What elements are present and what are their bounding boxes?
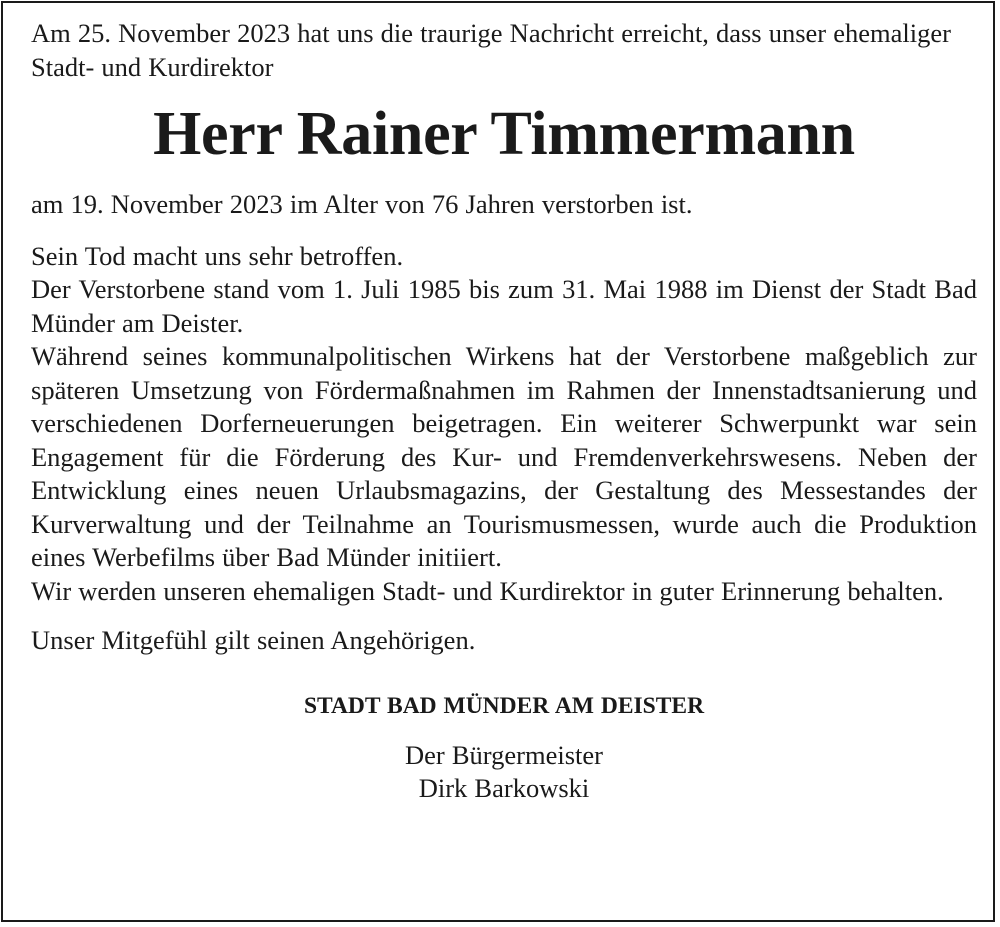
- signature-person: Dirk Barkowski: [418, 773, 590, 803]
- affected-sentence: Sein Tod macht uns sehr betroffen.: [31, 240, 404, 271]
- notice-content: [31, 17, 977, 806]
- service-paragraph: Der Verstorbene stand vom 1. Juli 1985 bis zum 31. Mai 1988 im Dienst der Stadt Bad Münder am Deister.: [31, 274, 977, 338]
- death-date-text: am 19. November 2023 im Alter von 76 Jahren verstorben ist.: [31, 189, 693, 219]
- deceased-name: Herr Rainer Timmermann: [153, 100, 855, 168]
- memory-paragraph: Wir werden unseren ehemaligen Stadt- und Kurdirektor in guter Erinnerung behalten.: [31, 575, 944, 606]
- intro-text: Am 25. November 2023 hat uns die traurige Nachricht erreicht, dass unser ehemaliger Stadt- und Kurdirektor: [31, 18, 951, 82]
- obituary-notice: [1, 1, 995, 922]
- signature-role: Der Bürgermeister: [405, 739, 603, 770]
- condolence-text: Unser Mitgefühl gilt seinen Angehörigen.: [31, 625, 476, 655]
- signature-organization: STADT BAD MÜNDER AM DEISTER: [303, 692, 705, 719]
- achievements-paragraph: Während seines kommunalpolitischen Wirkens hat der Verstorbene maßgeblich zur späteren Umsetzung von Fördermaßnahmen im Rahmen der Innenstadtsanierung und verschiedenen Dorferneuerungen beigetragen. Ein weiterer Schwerpunkt war sein Engagement für die Förderung des Kur- und Fremdenverkehrswesens. Neben der Entwicklung eines neuen Urlaubsmagazins, der Gestaltung des Messestandes der Kurverwaltung und der Teilnahme an Tourismusmessen, wurde auch die Produktion eines Werbefilms über Bad Münder initiiert.: [31, 341, 977, 572]
